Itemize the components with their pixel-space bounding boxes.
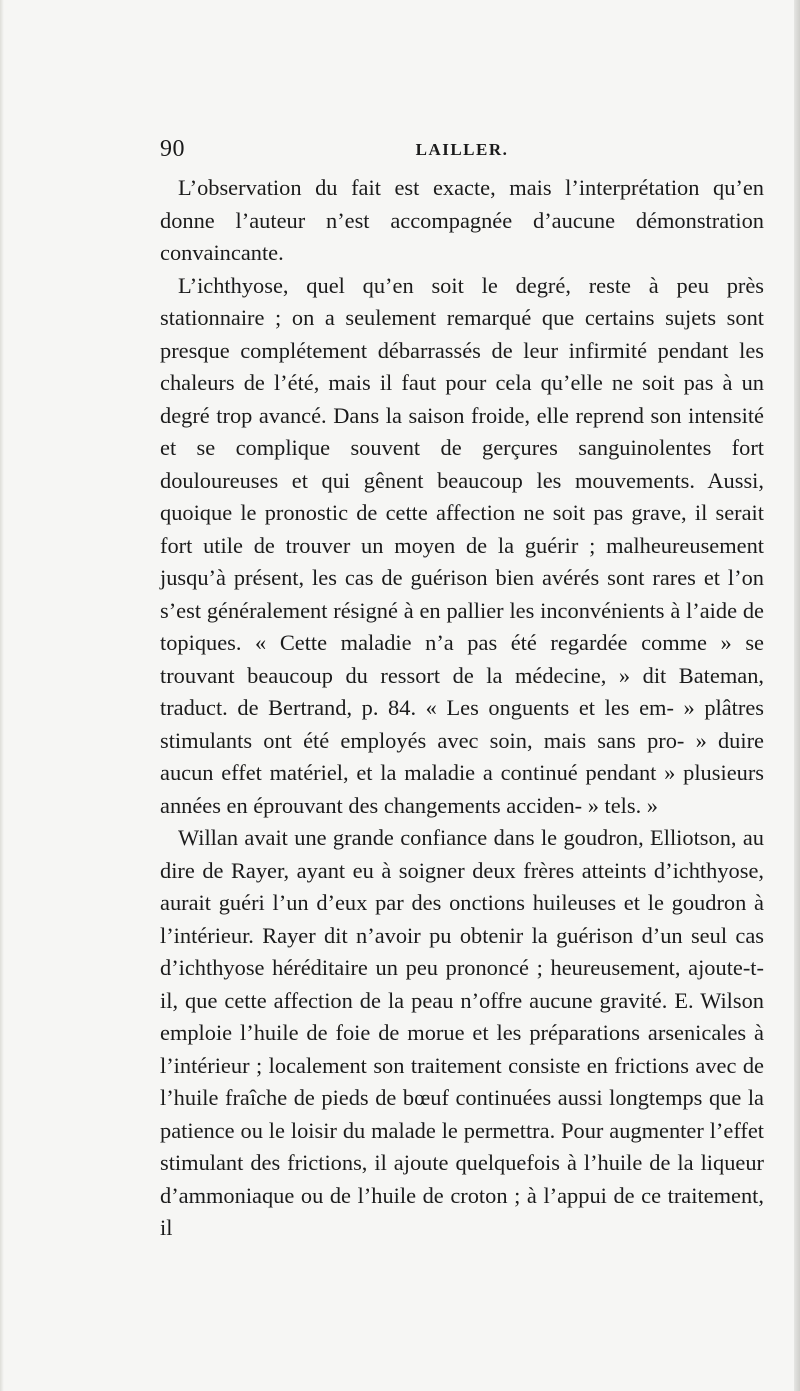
page-right-edge: [794, 0, 800, 1391]
page-number: 90: [160, 136, 185, 162]
page-header: [160, 136, 764, 166]
paragraph-2: L’ichthyose, quel qu’en soit le degré, reste à peu près stationnaire ; on a seulement remarqué que certains sujets sont presque complétement débarrassés de leur infirmité pendant les chaleurs de l’été, mais il faut pour cela qu’elle ne soit pas à un degré trop avancé. Dans la saison froide, elle reprend son intensité et se complique souvent de gerçures sanguinolentes fort douloureuses et qui gênent beaucoup les mouvements. Aussi, quoique le pronostic de cette affection ne soit pas grave, il serait fort utile de trouver un moyen de la guérir ; malheureusement jusqu’à présent, les cas de guérison bien avérés sont rares et l’on s’est généralement résigné à en pallier les inconvénients à l’aide de topiques. « Cette maladie n’a pas été regardée comme » se trouvant beaucoup du ressort de la médecine, » dit Bateman, traduct. de Bertrand, p. 84. « Les onguents et les em- » plâtres stimulants ont été employés avec soin, mais sans pro- » duire aucun effet matériel, et la maladie a continué pendant » plusieurs années en éprouvant des changements acciden- » tels. »: [160, 272, 764, 818]
paragraph-1: L’observation du fait est exacte, mais l’interprétation qu’en donne l’auteur n’est accompagnée d’aucune démonstration convaincante.: [160, 175, 764, 265]
paragraph-3: Willan avait une grande confiance dans le goudron, Elliotson, au dire de Rayer, ayant eu à soigner deux frères atteints d’ichthyose, aurait guéri l’un d’eux par des onctions huileuses et le goudron à l’intérieur. Rayer dit n’avoir pu obtenir la guérison d’un seul cas d’ichthyose héréditaire un peu prononcé ; heureusement, ajoute-t-il, que cette affection de la peau n’offre aucune gravité. E. Wilson emploie l’huile de foie de morue et les préparations arsenicales à l’intérieur ; localement son traitement consiste en frictions avec de l’huile fraîche de pieds de bœuf continuées aussi longtemps que la patience ou le loisir du malade le permettra. Pour augmenter l’effet stimulant des frictions, il ajoute quelquefois à l’huile de la liqueur d’ammoniaque ou de l’huile de croton ; à l’appui de ce traitement, il: [160, 825, 764, 1240]
running-head: LAILLER.: [415, 140, 509, 159]
page-left-edge: [0, 0, 4, 1391]
body-text: [160, 172, 764, 1245]
